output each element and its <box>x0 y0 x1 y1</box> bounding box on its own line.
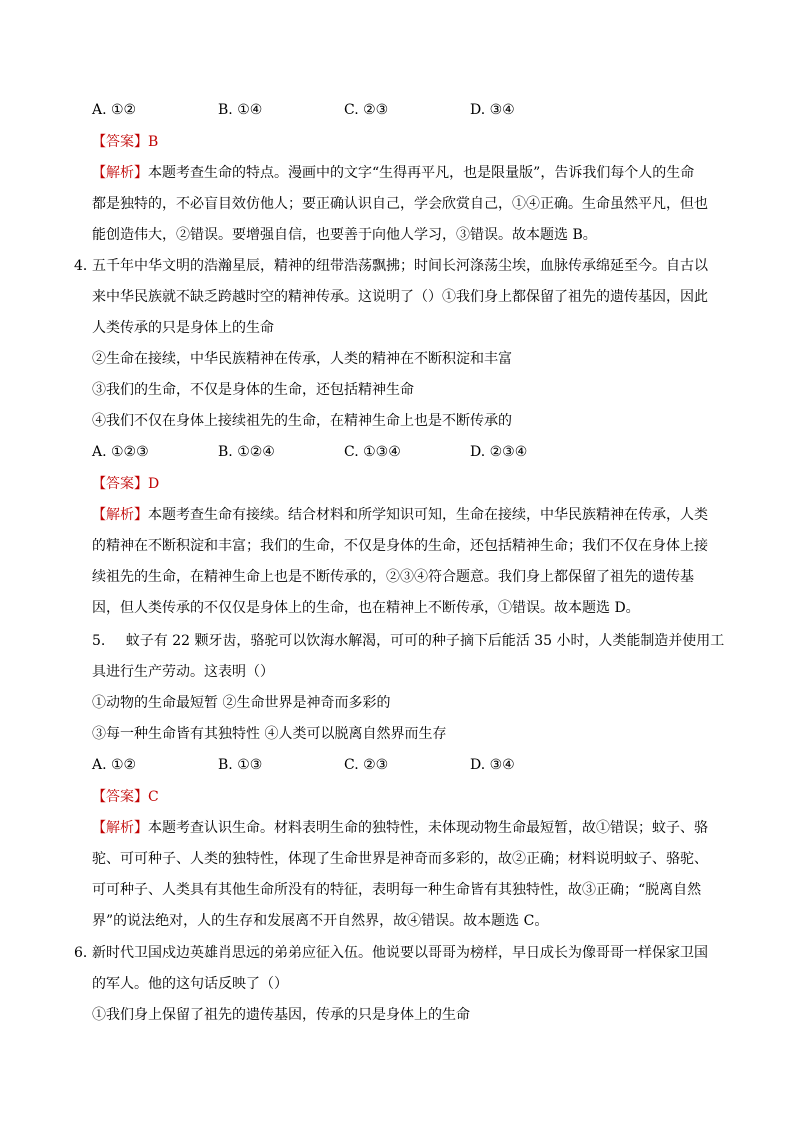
q4-analysis-line1 <box>92 505 708 525</box>
q5-analysis-line1 <box>92 818 708 838</box>
q4-stem-line2: 来中华民族就不缺乏跨越时空的精神传承。这说明了（）①我们身上都保留了祖先的遗传基因，因此 <box>92 289 708 305</box>
q5-option-c: C. ②③ <box>344 757 389 773</box>
q5-number: 5. <box>92 633 106 649</box>
q4-option-a: A. ①②③ <box>92 444 149 460</box>
q4-text1: 五千年中华文明的浩瀚星辰，精神的纽带浩荡飘拂；时间长河涤荡尘埃，血脉传承绵延至今。自古以 <box>92 258 708 274</box>
q5-analysis-label: 【解析】 <box>92 820 148 836</box>
q3-analysis-label: 【解析】 <box>92 165 148 181</box>
q4-analysis-label: 【解析】 <box>92 507 148 523</box>
q4-option-d: D. ②③④ <box>470 444 528 460</box>
q4-stem-line1 <box>74 256 708 276</box>
q5-options <box>92 755 596 775</box>
q5-analysis-text1: 本题考查认识生命。材料表明生命的独特性，未体现动物生命最短暂，故①错误；蚊子、骆 <box>148 820 708 836</box>
q4-option-b: B. ①②④ <box>218 444 275 460</box>
q6-item1: ①我们身上保留了祖先的遗传基因，传承的只是身体上的生命 <box>92 1007 470 1023</box>
q6-text1: 新时代卫国戍边英雄肖思远的弟弟应征入伍。他说要以哥哥为榜样，早日成长为像哥哥一样保家卫国 <box>92 945 708 961</box>
q4-answer: 【答案】D <box>92 476 160 492</box>
q5-item2: ③每一种生命皆有其独特性 ④人类可以脱离自然界而生存 <box>92 726 447 742</box>
q3-analysis-text1: 本题考查生命的特点。漫画中的文字“生得再平凡，也是限量版”，告诉我们每个人的生命 <box>148 165 695 181</box>
q5-answer: 【答案】C <box>92 789 159 805</box>
q4-item3: ③我们的生命，不仅是身体的生命，还包括精神生命 <box>92 382 414 398</box>
q4-item4: ④我们不仅在身体上接续祖先的生命，在精神生命上也是不断传承的 <box>92 413 512 429</box>
q4-analysis-line2: 的精神在不断积淀和丰富；我们的生命，不仅是身体的生命，还包括精神生命；我们不仅在身体上接 <box>92 538 708 554</box>
q5-text1: 蚊子有 22 颗牙齿，骆驼可以饮海水解渴，可可的种子摘下后能活 35 小时，人类能制造并使用工 <box>125 633 725 649</box>
q4-options <box>92 442 596 462</box>
q3-analysis-line2: 都是独特的，不必盲目效仿他人；要正确认识自己，学会欣赏自己，①④正确。生命虽然平凡，但也 <box>92 196 708 212</box>
q4-stem-line3: 人类传承的只是身体上的生命 <box>92 320 274 336</box>
q3-option-c: C. ②③ <box>344 102 389 118</box>
q5-stem-line2: 具进行生产劳动。这表明（） <box>92 664 274 680</box>
q3-analysis-line3: 能创造伟大，②错误。要增强自信，也要善于向他人学习，③错误。故本题选 B。 <box>92 227 597 243</box>
q6-number: 6． <box>74 945 97 961</box>
q4-number: 4． <box>74 258 97 274</box>
q5-option-b: B. ①③ <box>218 757 263 773</box>
q5-stem-line1 <box>92 631 724 651</box>
q5-option-a: A. ①② <box>92 757 137 773</box>
q3-option-d: D. ③④ <box>470 102 515 118</box>
q4-analysis-line4: 因，但人类传承的不仅仅是身体上的生命，也在精神上不断传承，①错误。故本题选 D。 <box>92 600 640 616</box>
q3-answer: 【答案】B <box>92 134 159 150</box>
q5-analysis-line3: 可可种子、人类具有其他生命所没有的特征，表明每一种生命皆有其独特性，故③正确；“脱离自然 <box>92 882 702 898</box>
q5-item1: ①动物的生命最短暂 ②生命世界是神奇而多彩的 <box>92 695 391 711</box>
q4-option-c: C. ①③④ <box>344 444 401 460</box>
q3-options <box>92 100 596 120</box>
q6-stem-line2: 的军人。他的这句话反映了（） <box>92 976 288 992</box>
q5-option-d: D. ③④ <box>470 757 515 773</box>
q4-analysis-line3: 续祖先的生命，在精神生命上也是不断传承的，②③④符合题意。我们身上都保留了祖先的遗传基 <box>92 569 694 585</box>
q3-option-a: A. ①② <box>92 102 137 118</box>
q5-analysis-line4: 界”的说法绝对，人的生存和发展离不开自然界，故④错误。故本题选 C。 <box>92 913 549 929</box>
q4-analysis-text1: 本题考查生命有接续。结合材料和所学知识可知，生命在接续，中华民族精神在传承，人类 <box>148 507 708 523</box>
q4-item2: ②生命在接续，中华民族精神在传承，人类的精神在不断积淀和丰富 <box>92 351 512 367</box>
q3-analysis-line1 <box>92 163 694 183</box>
q6-stem-line1 <box>74 943 708 963</box>
q5-analysis-line2: 驼、可可种子、人类的独特性，体现了生命世界是神奇而多彩的，故②正确；材料说明蚊子、骆驼、 <box>92 851 708 867</box>
q3-option-b: B. ①④ <box>218 102 263 118</box>
